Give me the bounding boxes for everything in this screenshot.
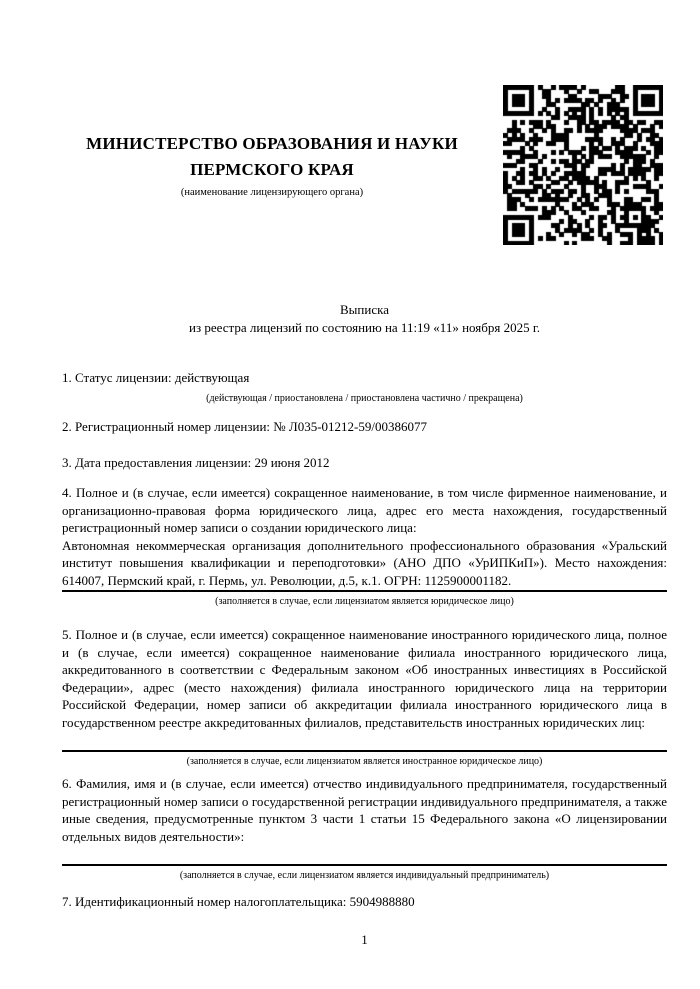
item-5-caption: (заполняется в случае, если лицензиатом является иностранное юридическое лицо)	[186, 755, 543, 767]
item-4-value: Автономная некоммерческая организация дополнительного профессионального образования «Уральский институт повышения квалификации и переподготовки» (АНО ДПО «УрИПКиП»). Место нахождения: 614007, Пермский край, г. Пермь, ул. Революции, д.5, к.1. ОГРН: 1125900001182.	[62, 537, 667, 588]
item-6-individual-entrepreneur	[62, 775, 667, 882]
item-2-text: 2. Регистрационный номер лицензии: № Л035-01212-59/00386077	[62, 419, 428, 434]
item-2-registration-number	[62, 418, 667, 436]
item-4-caption: (заполняется в случае, если лицензиатом является юридическое лицо)	[215, 596, 514, 607]
item-6-caption: (заполняется в случае, если лицензиатом является индивидуальный предприниматель)	[179, 869, 550, 881]
ministry-name-line1: МИНИСТЕРСТВО ОБРАЗОВАНИЯ И НАУКИ	[86, 134, 458, 153]
ministry-caption: (наименование лицензирующего органа)	[180, 187, 364, 198]
item-5-value	[62, 731, 667, 749]
item-4-text: 4. Полное и (в случае, если имеется) сокращенное наименование, в том числе фирменное наименование, и организационно-правовая форма юридического лица, адрес его места нахождения, государственный регистрационный номер записи о создании юридического лица:	[62, 485, 667, 535]
item-1-caption: (действующая / приостановлена / приостановлена частично / прекращена)	[206, 392, 523, 404]
item-7-taxpayer-number	[62, 893, 667, 911]
extract-subtitle: из реестра лицензий по состоянию на 11:19 «11» ноября 2025 г.	[189, 319, 540, 335]
item-7-text: 7. Идентификационный номер налогоплательщика: 5904988880	[62, 894, 415, 909]
item-1-text: 1. Статус лицензии: действующая	[62, 370, 250, 385]
page-number: 1	[361, 932, 368, 947]
item-4-legal-entity	[62, 484, 667, 608]
item-5-foreign-entity	[62, 626, 667, 768]
item-6-value	[62, 845, 667, 863]
item-6-text: 6. Фамилия, имя и (в случае, если имеется) отчество индивидуального предпринимателя, государственный регистрационный номер записи о государственной регистрации индивидуального предпринимателя, а также иные сведения, предусмотренные пунктом 3 части 1 статьи 15 Федерального закона «О лицензировании отдельных видов деятельности»:	[62, 776, 667, 844]
item-3-license-date	[62, 454, 667, 472]
document-title-block	[62, 301, 667, 336]
ministry-header	[62, 131, 482, 199]
item-3-text: 3. Дата предоставления лицензии: 29 июня 2012	[62, 455, 330, 470]
ministry-name-line2: ПЕРМСКОГО КРАЯ	[190, 160, 354, 179]
item-1-license-status	[62, 369, 667, 405]
extract-title: Выписка	[340, 302, 389, 317]
item-5-text: 5. Полное и (в случае, если имеется) сокращенное наименование иностранного юридического лица, полное и (в случае, если имеется) сокращенное наименование филиала иностранного юридического лица, аккредитованного в соответствии с Федеральным законом «Об иностранных инвестициях в Российской Федерации», адрес (место нахождения) филиала иностранного юридического лица на территории Российской Федерации, номер записи об аккредитации филиала иностранного юридического лица в государственном реестре аккредитованных филиалов, представительств иностранных юридических лиц:	[62, 627, 667, 730]
qr-code-icon	[503, 85, 663, 245]
